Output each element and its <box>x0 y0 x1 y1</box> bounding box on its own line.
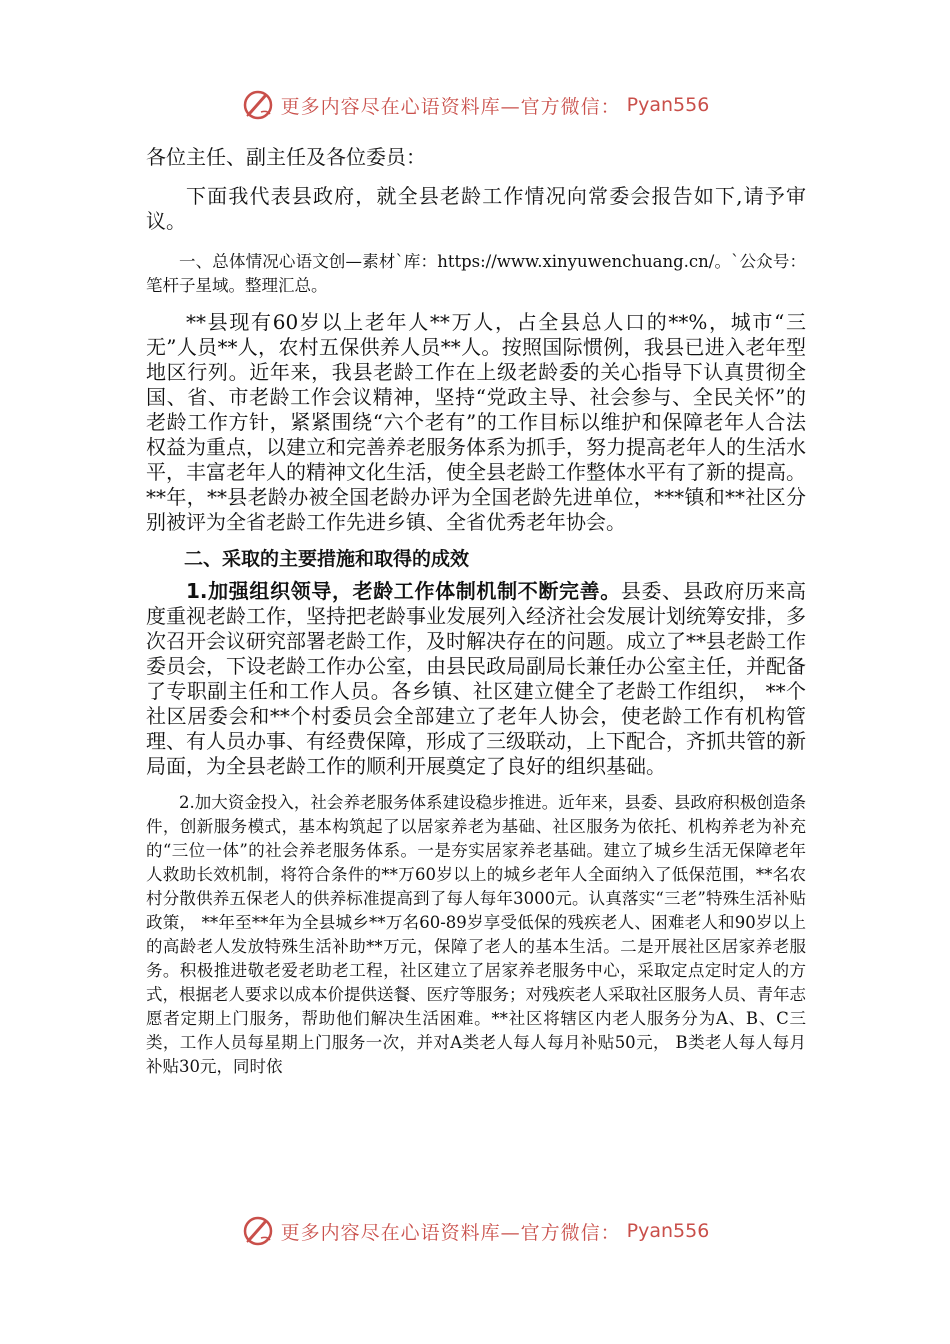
section-2-heading: 二、采取的主要措施和取得的成效 <box>184 548 470 570</box>
document-body <box>146 144 806 1079</box>
intro-paragraph: 下面我代表县政府，就全县老龄工作情况向常委会报告如下,请予审议。 <box>146 184 806 233</box>
measure-2-paragraph: 2.加大资金投入，社会养老服务体系建设稳步推进。近年来，县委、县政府积极创造条件，创新服务模式，基本构筑起了以居家养老为基础、社区服务为依托、机构养老为补充的“三位一体”的社会养老服务体系。一是夯实居家养老基础。建立了城乡生活无保障老年人救助长效机制，将符合条件的**万60岁以上的城乡老年人全面纳入了低保范围，**名农村分散供养五保老人的供养标准提高到了每人每年3000元。认真落实“三老”特殊生活补贴政策， **年至**年为全县城乡**万名60-89岁享受低保的残疾老人、困难老人和90岁以上的高龄老人发放特殊生活补助**万元，保障了老人的基本生活。二是开展社区居家养老服务。积极推进敬老爱老助老工程，社区建立了居家养老服务中心，采取定点定时定人的方式，根据老人要求以成本价提供送餐、医疗等服务；对残疾老人采取社区服务人员、青年志愿者定期上门服务，帮助他们解决生活困难。**社区将辖区内老人服务分为A、B、C三类，工作人员每星期上门服务一次，并对A类老人每人每月补贴50元， B类老人每人每月补贴30元，同时依 <box>146 793 806 1076</box>
watermark-handle: Pyan556 <box>626 1220 710 1242</box>
watermark-text: 更多内容尽在心语资料库—官方微信： <box>280 95 621 118</box>
watermark-handle: Pyan556 <box>626 94 710 116</box>
greeting: 各位主任、副主任及各位委员： <box>146 145 426 169</box>
measure-1-body: 县委、县政府历来高度重视老龄工作，坚持把老龄事业发展列入经济社会发展计划统筹安排，多次召开会议研究部署老龄工作，及时解决存在的问题。成立了**县老龄工作委员会，下设老龄工作办公室，由县民政局副局长兼任办公室主任，并配备了专职副主任和工作人员。各乡镇、社区建立健全了老龄工作组织， **个社区居委会和**个村委员会全部建立了老年人协会，使老龄工作有机构管理、有人员办事、有经费保障，形成了三级联动，上下配合，齐抓共管的新局面，为全县老龄工作的顺利开展奠定了良好的组织基础。 <box>146 579 807 778</box>
measure-1-paragraph <box>146 579 806 779</box>
pen-logo-icon <box>241 1214 275 1248</box>
watermark-bottom <box>0 1214 950 1248</box>
watermark-top <box>0 88 950 122</box>
pen-logo-icon <box>241 88 275 122</box>
measure-1-title: 1.加强组织领导，老龄工作体制机制不断完善。 <box>186 579 621 603</box>
watermark-text: 更多内容尽在心语资料库—官方微信： <box>280 1221 621 1244</box>
overview-paragraph: **县现有60岁以上老年人**万人，占全县总人口的**%，城市“三无”人员**人，农村五保供养人员**人。按照国际惯例，我县已进入老年型地区行列。近年来，我县老龄工作在上级老龄委的关心指导下认真贯彻全国、省、市老龄工作会议精神，坚持“党政主导、社会参与、全民关怀”的老龄工作方针，紧紧围绕“六个老有”的工作目标以维护和保障老年人合法权益为重点，以建立和完善养老服务体系为抓手，努力提高老年人的生活水平，丰富老年人的精神文化生活，使全县老龄工作整体水平有了新的提高。**年，**县老龄办被全国老龄办评为全国老龄先进单位，***镇和**社区分别被评为全省老龄工作先进乡镇、全省优秀老年协会。 <box>146 310 806 534</box>
section-1-heading: 一、总体情况心语文创—素材`库：https://www.xinyuwenchuang.cn/。`公众号：笔杆子星域。整理汇总。 <box>146 252 806 295</box>
